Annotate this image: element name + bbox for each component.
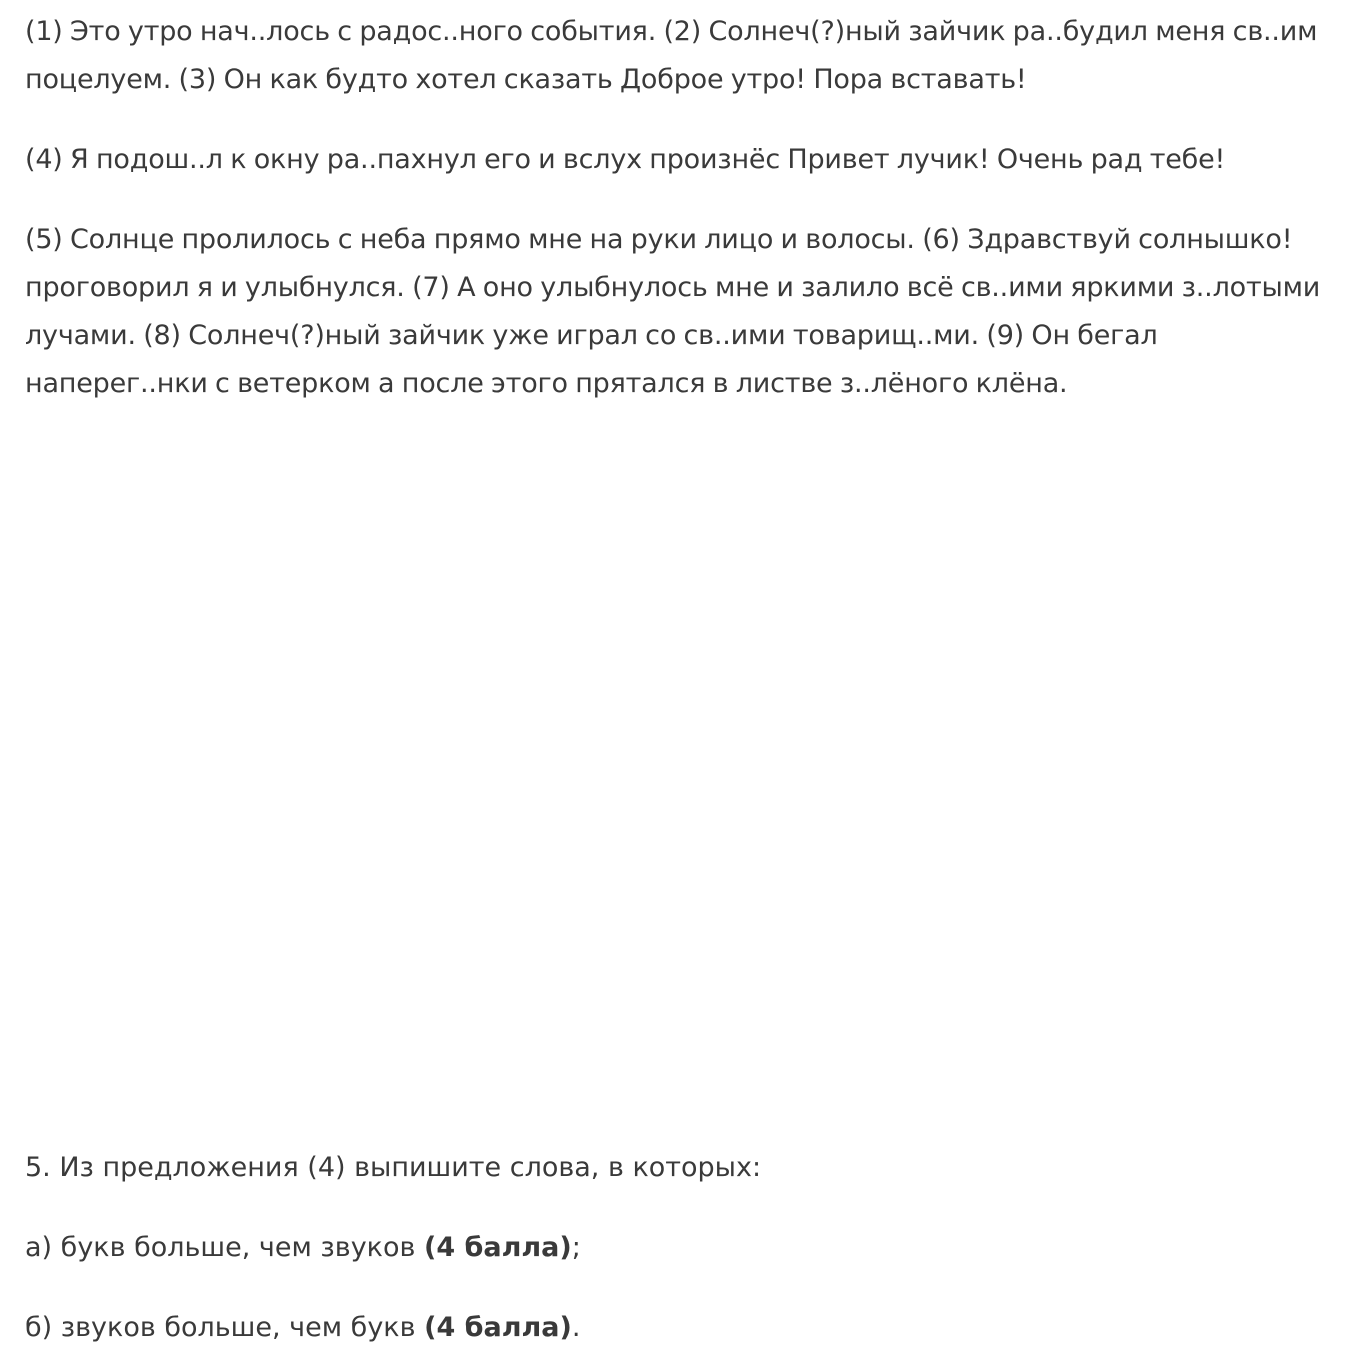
- task-question-text: 5. Из предложения (4) выпишите слова, в которых:: [25, 1152, 762, 1183]
- task-item-a-text: а) букв больше, чем звуков: [25, 1232, 416, 1263]
- task-item-b-points: (4 балла): [424, 1312, 572, 1343]
- task-item-a: [25, 1228, 1325, 1268]
- paragraph-3: (5) Солнце пролилось с неба прямо мне на руки лицо и волосы. (6) Здравствуй солнышко! проговорил я и улыбнулся. (7) А оно улыбнулось мне и залило всё св..ими яркими з..лотыми лучами. (8) Солнеч(?)ный зайчик уже играл со св..ими товарищ..ми. (9) Он бегал наперег..нки с ветерком а после этого прятался в листве з..лёного клёна.: [25, 224, 1321, 399]
- text-passage: [25, 8, 1345, 408]
- blank-area: [0, 520, 1320, 1080]
- task-item-b-end: .: [571, 1312, 581, 1343]
- task-item-b: [25, 1308, 1325, 1348]
- paragraph-1: (1) Это утро нач..лось с радос..ного события. (2) Солнеч(?)ный зайчик ра..будил меня св..им поцелуем. (3) Он как будто хотел сказать Доброе утро! Пора вставать!: [25, 16, 1318, 95]
- paragraph-2: (4) Я подош..л к окну ра..пахнул его и вслух произнёс Привет лучик! Очень рад тебе!: [25, 144, 1226, 175]
- task-question: [25, 1148, 1325, 1188]
- task-item-a-end: ;: [571, 1232, 581, 1263]
- task-item-a-points: (4 балла): [424, 1232, 572, 1263]
- task-item-b-text: б) звуков больше, чем букв: [25, 1312, 416, 1343]
